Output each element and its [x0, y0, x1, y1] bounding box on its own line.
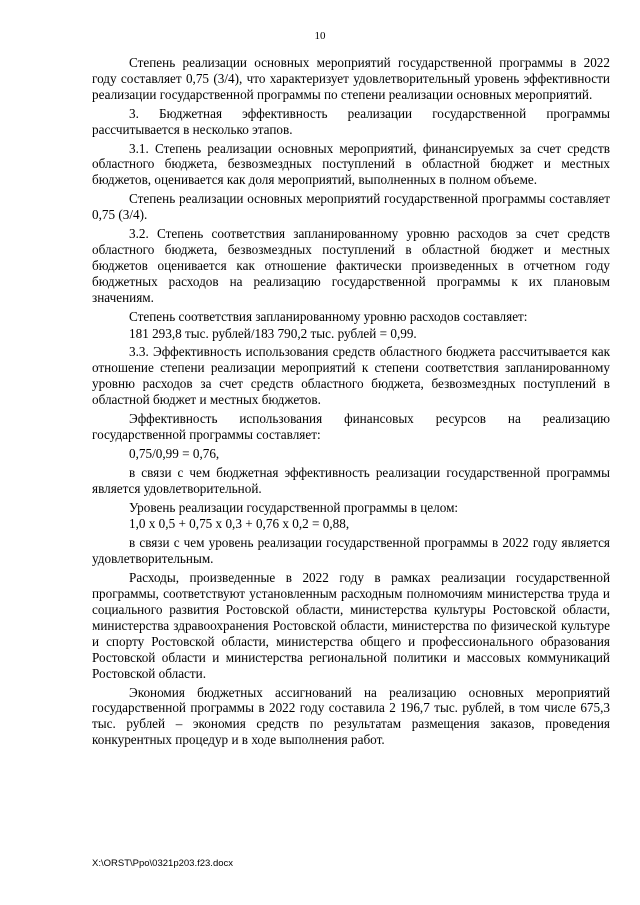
formula-efficiency: 0,75/0,99 = 0,76,	[129, 445, 220, 461]
paragraph-overall-level: Уровень реализации государственной программы в целом:	[129, 499, 459, 515]
formula-overall-level: 1,0 х 0,5 + 0,75 х 0,3 + 0,76 х 0,2 = 0,88,	[129, 516, 350, 532]
paragraph-financial-efficiency: Эффективность использования финансовых ресурсов на реализацию государственной программы составляет:	[92, 411, 610, 442]
formula-expense-ratio: 181 293,8 тыс. рублей/183 790,2 тыс. рублей = 0,99.	[129, 325, 417, 341]
paragraph-savings: Экономия бюджетных ассигнований на реализацию основных мероприятий государственной программы в 2022 году составила 2 196,7 тыс. рублей, в том числе 675,3 тыс. рублей – экономия средств по результатам размещения заказов, проведения конкурентных процедур и в ходе выполнения работ.	[92, 684, 610, 748]
paragraph-expenses: Расходы, произведенные в 2022 году в рамках реализации государственной программы, соответствуют установленным расходным полномочиям министерства труда и социального развития Ростовской области, министерства культуры Ростовской области, министерства здравоохранения Ростовской области, министерства по физической культуре и спорту Ростовской области, министерства общего и профессионального образования Ростовской области и министерства региональной политики и массовых коммуникаций Ростовской области.	[92, 570, 610, 681]
paragraph-budget-efficiency-result: в связи с чем бюджетная эффективность реализации государственной программы является удовлетворительной.	[92, 464, 610, 496]
paragraph-budget-efficiency: 3. Бюджетная эффективность реализации государственной программы рассчитывается в несколько этапов.	[92, 105, 610, 137]
paragraph-expense-conformity: Степень соответствия запланированному уровню расходов составляет:	[129, 308, 528, 324]
document-body	[92, 55, 610, 751]
paragraph-overall-result: в связи с чем уровень реализации государственной программы в 2022 году является удовлетворительным.	[92, 535, 610, 567]
footer-file-path: X:\ORST\Ppo\0321p203.f23.docx	[92, 858, 234, 869]
paragraph-3-1: 3.1. Степень реализации основных мероприятий, финансируемых за счет средств областного бюджета, безвозмездных поступлений в областной бюджет и местных бюджетов, оценивается как доля мероприятий, выполненных в полном объеме.	[92, 140, 610, 188]
paragraph-3-2: 3.2. Степень соответствия запланированному уровню расходов за счет средств областного бюджета, безвозмездных поступлений в областной бюджет и местных бюджетов оценивается как отношение фактически произведенных в отчетном году бюджетных расходов на реализацию государственной программы к их плановым значениям.	[92, 226, 610, 305]
paragraph-implementation-degree: Степень реализации основных мероприятий государственной программы в 2022 году составляет 0,75 (3/4), что характеризует удовлетворительный уровень эффективности реализации государственной программы по степени реализации основных мероприятий.	[92, 55, 610, 102]
paragraph-degree-value: Степень реализации основных мероприятий государственной программы составляет 0,75 (3/4).	[92, 191, 610, 223]
page-number: 10	[314, 30, 326, 42]
paragraph-3-3: 3.3. Эффективность использования средств областного бюджета рассчитывается как отношение степени реализации мероприятий к степени соответствия запланированному уровню расходов за счет средств областного бюджета, безвозмездных поступлений в областной бюджет и местных бюджетов.	[92, 344, 610, 408]
